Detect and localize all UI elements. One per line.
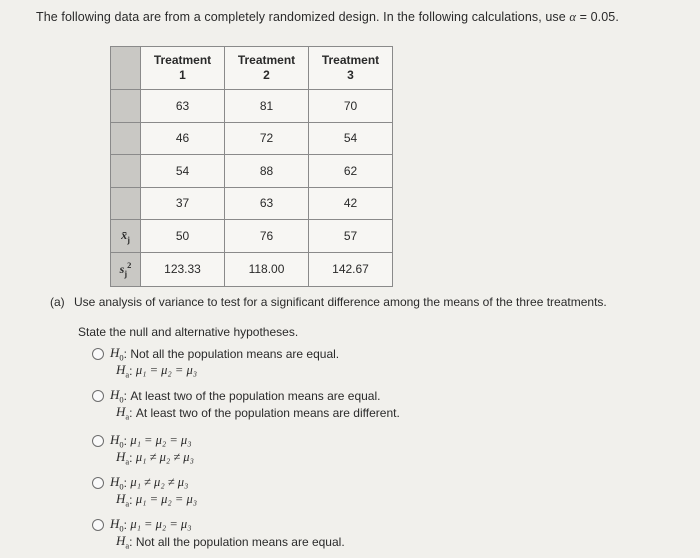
option-ha: Not all the population means are equal. xyxy=(135,534,345,549)
means-row xyxy=(111,220,393,253)
table-cell: 88 xyxy=(225,155,309,188)
alpha-symbol: α xyxy=(569,10,577,24)
radio-button[interactable] xyxy=(92,519,104,531)
option-3[interactable]: $H_0$ : μ₁ = μ₂ = μ₃ $H_a$ : μ₁ ≠ μ₂ ≠ μ₃ xyxy=(92,432,194,466)
option-h0: μ₁ = μ₂ = μ₃ xyxy=(130,433,192,447)
radio-button[interactable] xyxy=(92,477,104,489)
mean-label: $x̄_j$ xyxy=(111,220,141,253)
table-cell: 72 xyxy=(225,122,309,155)
variance-label: $s_j^2$ xyxy=(111,252,141,286)
intro-text: The following data are from a completely randomized design. In the following calculations, use xyxy=(36,10,566,24)
table-cell: 46 xyxy=(141,122,225,155)
option-ha: μ₁ = μ₂ = μ₃ xyxy=(135,492,198,506)
option-h0: μ₁ ≠ μ₂ ≠ μ₃ xyxy=(130,475,189,489)
table-row xyxy=(111,187,393,220)
header-treatment-3: Treatment 3 xyxy=(309,47,393,90)
option-1[interactable]: $H_0$ : Not all the population means are equal. $H_a$ : μ₁ = μ₂ = μ₃ xyxy=(92,345,339,379)
part-label: (a) xyxy=(50,295,65,309)
mean-cell: 76 xyxy=(225,220,309,253)
data-table xyxy=(110,46,393,287)
header-treatment-1: Treatment 1 xyxy=(141,47,225,90)
table-cell: 54 xyxy=(141,155,225,188)
header-treatment-2: Treatment 2 xyxy=(225,47,309,90)
table-cell: 54 xyxy=(309,122,393,155)
option-ha: At least two of the population means are different. xyxy=(135,405,400,420)
option-h0: At least two of the population means are equal. xyxy=(130,388,381,403)
table-row xyxy=(111,122,393,155)
option-ha: μ₁ ≠ μ₂ ≠ μ₃ xyxy=(135,450,194,464)
table-header-row xyxy=(111,47,393,90)
radio-button[interactable] xyxy=(92,348,104,360)
option-ha: μ₁ = μ₂ = μ₃ xyxy=(135,363,198,377)
table-cell: 42 xyxy=(309,187,393,220)
variance-cell: 123.33 xyxy=(141,252,225,286)
table-cell: 37 xyxy=(141,187,225,220)
problem-intro xyxy=(36,10,619,25)
table-row xyxy=(111,90,393,123)
table-cell: 62 xyxy=(309,155,393,188)
table-cell: 63 xyxy=(225,187,309,220)
radio-button[interactable] xyxy=(92,435,104,447)
option-5[interactable]: $H_0$ : μ₁ = μ₂ = μ₃ $H_a$ : Not all the population means are equal. xyxy=(92,516,345,550)
variance-cell: 118.00 xyxy=(225,252,309,286)
radio-button[interactable] xyxy=(92,390,104,402)
question-a xyxy=(50,295,607,309)
table-row xyxy=(111,155,393,188)
option-h0: μ₁ = μ₂ = μ₃ xyxy=(130,517,192,531)
option-4[interactable]: $H_0$ : μ₁ ≠ μ₂ ≠ μ₃ $H_a$ : μ₁ = μ₂ = μ₃ xyxy=(92,474,197,508)
question-subtext: State the null and alternative hypotheses. xyxy=(78,325,299,339)
option-h0: Not all the population means are equal. xyxy=(130,346,340,361)
question-text: Use analysis of variance to test for a significant difference among the means of the three treatments. xyxy=(74,295,607,309)
table-cell: 81 xyxy=(225,90,309,123)
variance-row xyxy=(111,252,393,286)
alpha-value: = 0.05. xyxy=(579,10,619,24)
table-cell: 63 xyxy=(141,90,225,123)
mean-cell: 57 xyxy=(309,220,393,253)
table-cell: 70 xyxy=(309,90,393,123)
mean-cell: 50 xyxy=(141,220,225,253)
variance-cell: 142.67 xyxy=(309,252,393,286)
table-corner xyxy=(111,47,141,90)
option-2[interactable]: $H_0$ : At least two of the population means are equal. $H_a$ : At least two of the population means are different. xyxy=(92,387,400,421)
